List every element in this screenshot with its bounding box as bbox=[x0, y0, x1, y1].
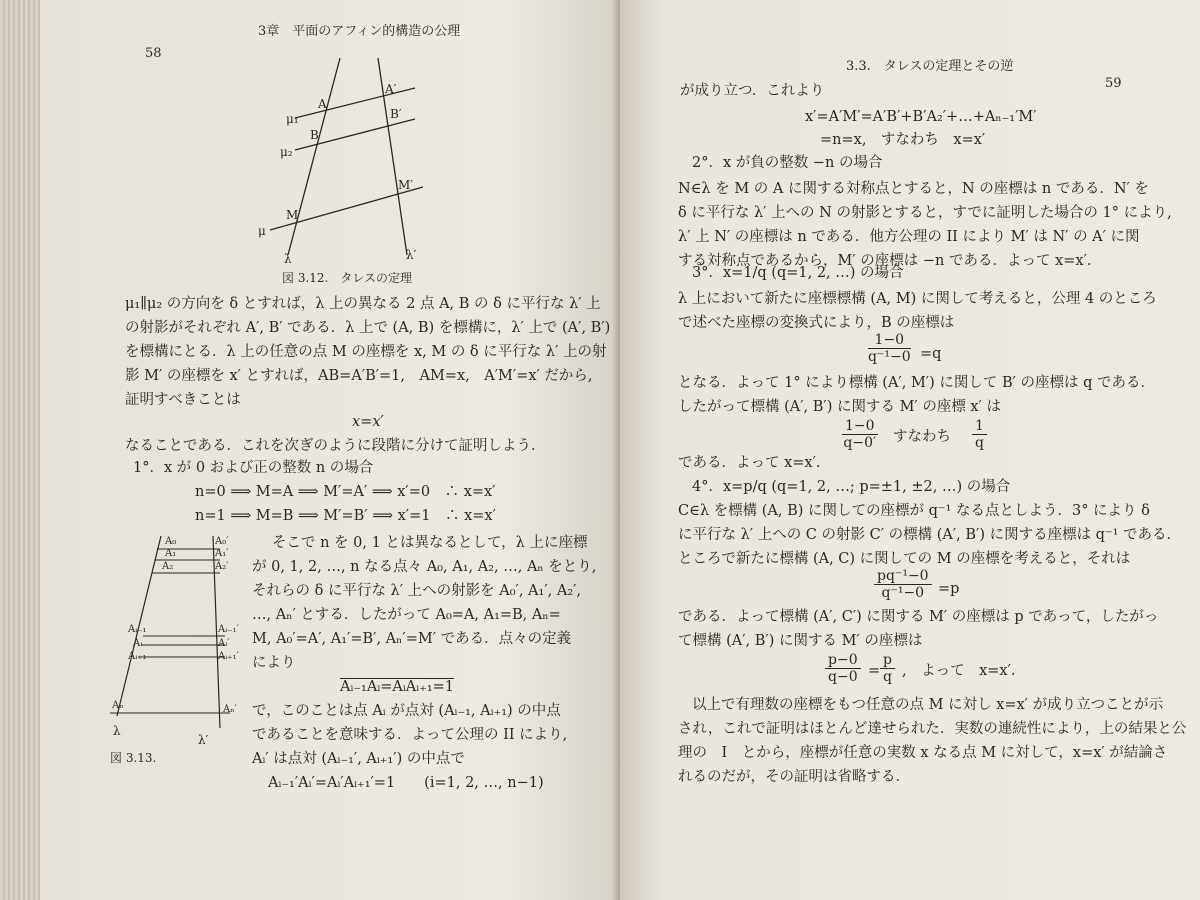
caption-figure-3-13: 図 3.13. bbox=[110, 751, 157, 765]
case1-heading: 1°．x が 0 および正の整数 n の場合 bbox=[133, 460, 374, 476]
left-line-1: μ₁∥μ₂ の方向を δ とすれば，λ 上の異なる 2 点 A, B の δ に平行な λ′ 上 bbox=[125, 296, 601, 312]
left-line-6: なることである．これを次ぎのように段階に分けて証明しよう． bbox=[125, 438, 546, 454]
case2-line-4: する対称点であるから，M′ の座標は −n である．よって x=x′. bbox=[678, 253, 1092, 269]
fig313-A1p: A₁′ bbox=[215, 548, 229, 559]
label-A: A bbox=[318, 97, 327, 111]
case3-heading: 3°．x=1/q (q=1, 2, …) の場合 bbox=[692, 265, 904, 281]
fraction-5-tail: , よって x=x′. bbox=[902, 663, 1016, 679]
fig313-Ai+1: Aᵢ₊₁ bbox=[128, 651, 147, 662]
fraction-4-rhs: =p bbox=[938, 581, 960, 597]
case1-equation-2: n=1 ⟹ M=B ⟹ M′=B′ ⟹ x′=1 ∴ x=x′ bbox=[195, 508, 496, 524]
fraction-3: $\frac{1}{q}$ bbox=[972, 418, 987, 451]
fig313-A1: A₁ bbox=[165, 548, 177, 559]
label-M: M bbox=[286, 208, 299, 222]
case4-line-4: である．よって標構 (A′, C′) に関する M′ の座標は p であって，したがっ bbox=[678, 609, 1159, 625]
side-line-7: で，このことは点 Aᵢ が点対 (Aᵢ₋₁, Aᵢ₊₁) の中点 bbox=[252, 703, 561, 719]
side-line-2: が 0, 1, 2, …, n なる点々 A₀, A₁, A₂, …, Aₙ をとり, bbox=[252, 559, 597, 575]
equation-midpoint: Aᵢ₋₁Aᵢ=AᵢAᵢ₊₁=1 bbox=[340, 679, 455, 695]
label-lambda: λ bbox=[284, 252, 292, 266]
side-line-8: であることを意味する．よって公理の II により, bbox=[252, 727, 568, 743]
case3-line-4: したがって標構 (A′, B′) に関する M′ の座標 x′ は bbox=[678, 399, 1002, 415]
right-line-1: が成り立つ．これより bbox=[680, 83, 825, 99]
line-lambda bbox=[288, 58, 340, 255]
case4-line-2: に平行な λ′ 上への C の射影 C′ の標構 (A′, B′) に関する座標は q⁻¹ である． bbox=[678, 527, 1182, 543]
final-line-1: 以上で有理数の座標をもつ任意の点 M に対し x=x′ が成り立つことが示 bbox=[692, 697, 1164, 713]
case3-line-1: λ 上において新たに座標標構 (A, M) に関して考えると，公理 4 のところ bbox=[678, 291, 1157, 307]
side-line-5: M, A₀′=A′, A₁′=B′, Aₙ′=M′ である．点々の定義 bbox=[252, 631, 572, 647]
case2-heading: 2°．x が負の整数 −n の場合 bbox=[692, 155, 883, 171]
page-number-right: 59 bbox=[1105, 76, 1122, 91]
left-line-4: 影 M′ の座標を x′ とすれば，AB=A′B′=1, AM=x, A′M′=x′ だから, bbox=[125, 368, 593, 384]
left-page bbox=[40, 0, 620, 900]
case2-line-1: N∈λ を M の A に関する対称点とすると，N の座標は n である．N′ を bbox=[678, 181, 1149, 197]
fig313-lambda-prime: λ′ bbox=[198, 733, 209, 747]
label-A-prime: A′ bbox=[385, 82, 397, 96]
fig313-Ai+1p: Aᵢ₊₁′ bbox=[218, 651, 239, 662]
fraction-5: $\frac{p-0}{q-0}$ bbox=[825, 652, 861, 685]
fraction-4: $\frac{\text{pq⁻¹−0}}{\text{q⁻¹−0}}$ bbox=[874, 568, 932, 601]
side-line-6: により bbox=[252, 655, 296, 671]
case4-line-3: ところで新たに標構 (A, C) に関しての M の座標を考えると，それは bbox=[678, 551, 1131, 567]
equation-last-left: Aᵢ₋₁′Aᵢ′=Aᵢ′Aᵢ₊₁′=1 (i=1, 2, …, n−1) bbox=[268, 775, 544, 791]
case3-line-2: で述べた座標の変換式により，B の座標は bbox=[678, 315, 955, 331]
label-B-prime: B′ bbox=[390, 107, 402, 121]
left-line-3: を標構にとる．λ 上の任意の点 M の座標を x, M の δ に平行な λ′ 上の射 bbox=[125, 344, 607, 360]
running-head-right: 3.3. タレスの定理とその逆 bbox=[846, 59, 1014, 74]
case4-heading: 4°．x=p/q (q=1, 2, …; p=±1, ±2, …) の場合 bbox=[692, 479, 1011, 495]
case3-end: である．よって x=x′. bbox=[678, 455, 821, 471]
final-line-2: され，これで証明はほとんど達せられた．実数の連続性により，上の結果と公 bbox=[678, 721, 1187, 737]
label-M-prime: M′ bbox=[398, 178, 414, 192]
running-head-left: 3章 平面のアフィン的構造の公理 bbox=[258, 24, 461, 39]
left-line-5: 証明すべきことは bbox=[125, 392, 241, 408]
side-line-1: そこで n を 0, 1 とは異なるとして，λ 上に座標 bbox=[272, 535, 588, 551]
case2-line-2: δ に平行な λ′ 上への N の射影とすると，すでに証明した場合の 1° により, bbox=[678, 205, 1172, 221]
fig313-A2: A₂ bbox=[162, 561, 174, 572]
fig313-A0: A₀ bbox=[165, 536, 177, 547]
equation-sum: x′=A′M′=A′B′+B′A₂′+…+Aₙ₋₁′M′ bbox=[805, 109, 1037, 125]
side-line-9: Aᵢ′ は点対 (Aᵢ₋₁′, Aᵢ₊₁′) の中点で bbox=[252, 751, 465, 767]
case4-line-5: て標構 (A′, B′) に関する M′ の座標は bbox=[678, 633, 923, 649]
final-line-4: れるのだが，その証明は省略する． bbox=[678, 769, 910, 785]
label-mu: μ bbox=[258, 224, 266, 238]
figure-3-12 bbox=[240, 55, 470, 270]
case3-line-3: となる．よって 1° により標構 (A′, M′) に関して B′ の座標は q である． bbox=[678, 375, 1156, 391]
case1-equation-1: n=0 ⟹ M=A ⟹ M′=A′ ⟹ x′=0 ∴ x=x′ bbox=[195, 484, 496, 500]
equation-sum-2: =n=x, すなわち x=x′ bbox=[820, 132, 986, 148]
left-line-2: の射影がそれぞれ A′, B′ である．λ 上で (A, B) を標構に，λ′ 上で (A′, B′) bbox=[125, 320, 611, 336]
label-B: B bbox=[310, 128, 319, 142]
fig313-Ai: Aᵢ bbox=[133, 638, 143, 649]
fraction-1: $\frac{1-0}{\text{q⁻¹−0}}$ bbox=[868, 332, 911, 366]
caption-figure-3-12: 図 3.12. タレスの定理 bbox=[282, 271, 412, 285]
side-line-3: それらの δ に平行な λ′ 上への射影を A₀′, A₁′, A₂′, bbox=[252, 583, 582, 599]
fraction-6: $\frac{p}{q}$ bbox=[880, 652, 895, 685]
page-number-left: 58 bbox=[145, 46, 162, 61]
fig313-Ai-1p: Aᵢ₋₁′ bbox=[218, 624, 239, 635]
final-line-3: 理の I とから，座標が任意の実数 x なる点 M に対して，x=x′ が結論さ bbox=[678, 745, 1168, 761]
label-lambda-prime: λ′ bbox=[406, 248, 417, 262]
fig313-lambda: λ bbox=[113, 724, 121, 738]
fig313-A2p: A₂′ bbox=[215, 561, 229, 572]
fraction-2: $\frac{1-0}{q-0'}$ bbox=[843, 418, 877, 452]
equation-x-equals-xprime: x=x′ bbox=[352, 414, 384, 430]
fig313-An: Aₙ bbox=[112, 700, 124, 711]
side-line-4: …, Aₙ′ とする．したがって A₀=A, A₁=B, Aₙ= bbox=[252, 607, 561, 623]
fig313-A0p: A₀′ bbox=[215, 536, 229, 547]
fraction-2-mid: すなわち bbox=[893, 429, 951, 445]
fraction-5-eq: = bbox=[868, 663, 881, 679]
fraction-1-rhs: =q bbox=[920, 346, 942, 362]
label-mu2: μ₂ bbox=[280, 145, 293, 159]
fig313-Anp: Aₙ′ bbox=[223, 704, 237, 715]
right-page bbox=[620, 0, 1200, 900]
fig313-Ai-1: Aᵢ₋₁ bbox=[128, 624, 147, 635]
case2-line-3: λ′ 上 N′ の座標は n である．他方公理の II により M′ は N′ の A′ に関 bbox=[678, 229, 1140, 245]
fig313-Aip: Aᵢ′ bbox=[218, 638, 230, 649]
label-mu1: μ₁ bbox=[286, 112, 299, 126]
case4-line-1: C∈λ を標構 (A, B) に関しての座標が q⁻¹ なる点としよう．3° により δ bbox=[678, 503, 1150, 519]
